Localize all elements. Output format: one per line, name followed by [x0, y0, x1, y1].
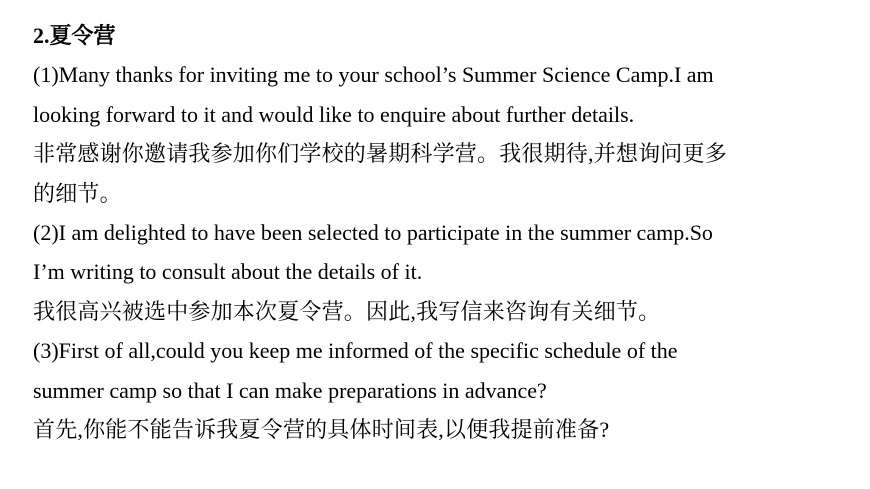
english-line: looking forward to it and would like to enquire about further details.: [33, 101, 635, 127]
english-line: I’m writing to consult about the details of it.: [33, 259, 423, 285]
section-heading: 2.夏令营: [33, 23, 116, 48]
chinese-line: 我很高兴被选中参加本次夏令营。因此,我写信来咨询有关细节。: [33, 298, 661, 324]
english-line: (2)I am delighted to have been selected to participate in the summer camp.So: [33, 219, 713, 245]
document-body: [33, 16, 863, 449]
sentence-item-2: [33, 213, 863, 331]
english-line: summer camp so that I can make preparations in advance?: [33, 377, 547, 403]
chinese-line: 首先,你能不能告诉我夏令营的具体时间表,以便我提前准备?: [33, 416, 610, 442]
sentence-item-3: [33, 331, 863, 449]
sentence-item-1: [33, 55, 863, 213]
english-line: (3)First of all,could you keep me informed of the specific schedule of the: [33, 338, 678, 364]
chinese-line: 的细节。: [33, 180, 122, 206]
chinese-line: 非常感谢你邀请我参加你们学校的暑期科学营。我很期待,并想询问更多: [33, 141, 727, 167]
english-line: (1)Many thanks for inviting me to your school’s Summer Science Camp.I am: [33, 62, 714, 88]
